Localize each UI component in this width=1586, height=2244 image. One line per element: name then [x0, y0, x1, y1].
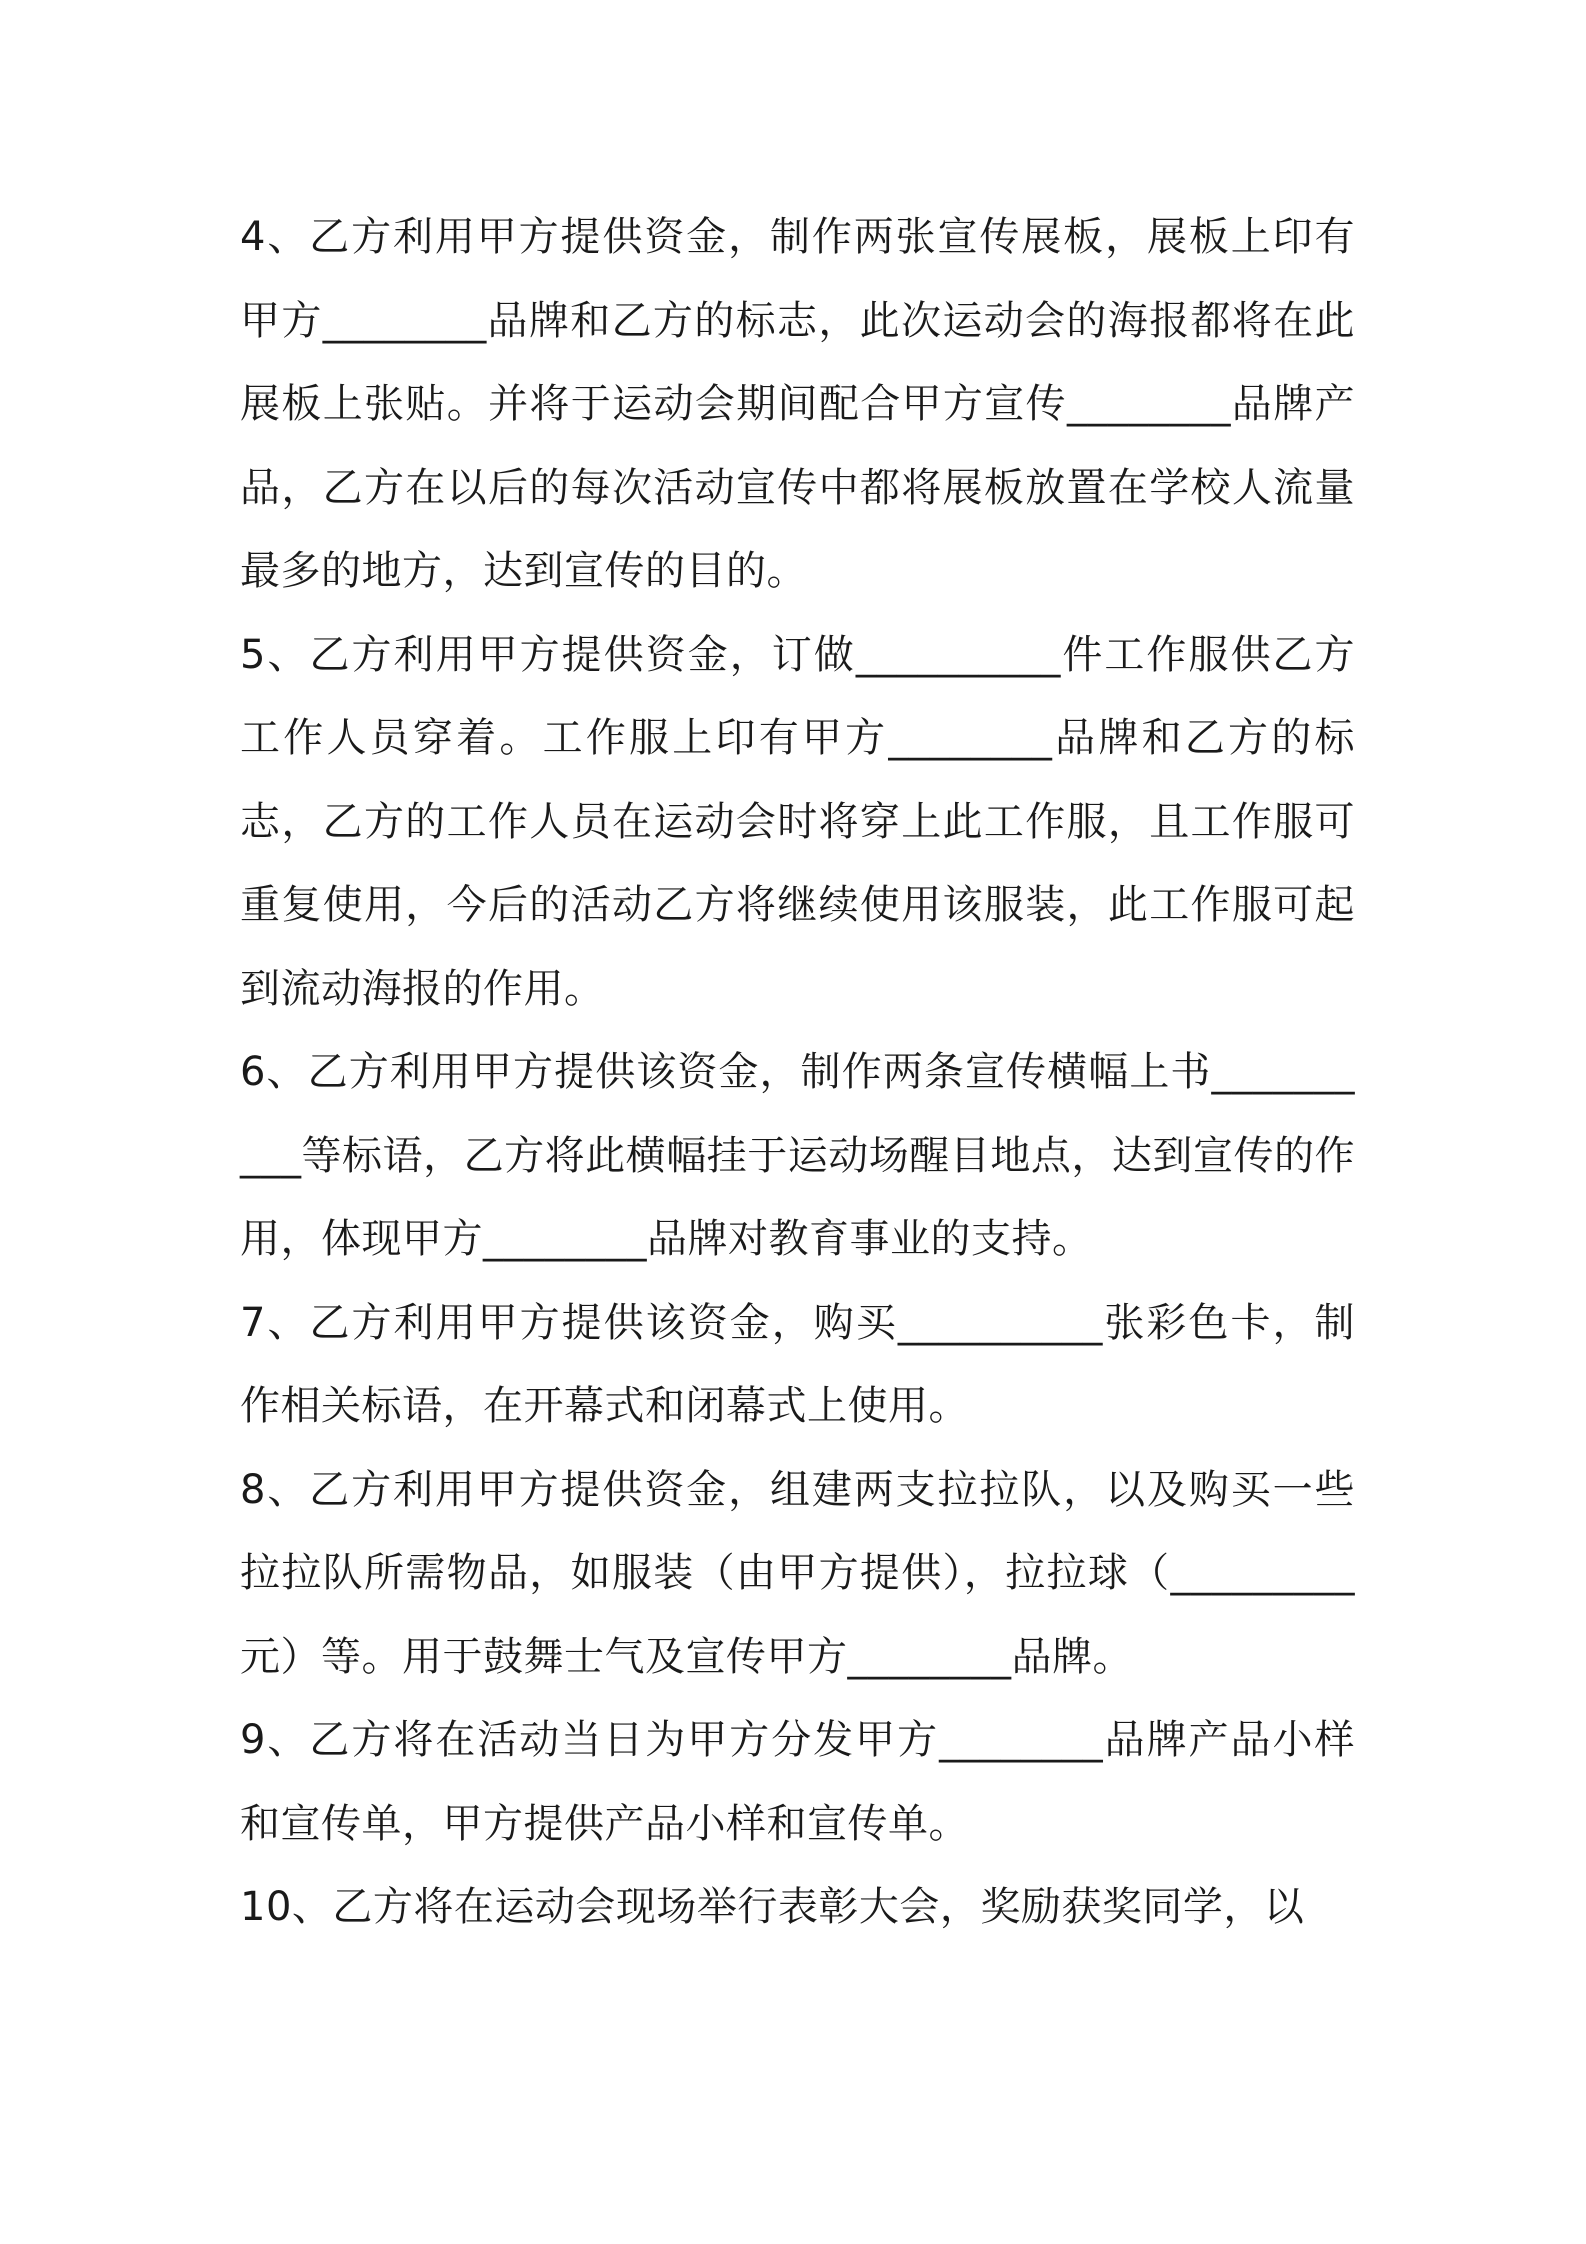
clause-5: 5、乙方利用甲方提供资金，订做__________件工作服供乙方工作人员穿着。工作服上印有甲方________品牌和乙方的标志，乙方的工作人员在运动会时将穿上此工作服，且工作服可重复使用，今后的活动乙方将继续使用该服装，此工作服可起到流动海报的作用。: [240, 631, 1355, 1012]
clause-6: 6、乙方利用甲方提供该资金，制作两条宣传横幅上书__________等标语，乙方将此横幅挂于运动场醒目地点，达到宣传的作用，体现甲方________品牌对教育事业的支持。: [240, 1049, 1355, 1262]
clause-7: 7、乙方利用甲方提供该资金，购买__________张彩色卡，制作相关标语，在开幕式和闭幕式上使用。: [240, 1299, 1355, 1429]
document-body: [240, 196, 1355, 1950]
clause-4: 4、乙方利用甲方提供资金，制作两张宣传展板，展板上印有甲方________品牌和乙方的标志，此次运动会的海报都将在此展板上张贴。并将于运动会期间配合甲方宣传________品牌产品，乙方在以后的每次活动宣传中都将展板放置在学校人流量最多的地方，达到宣传的目的。: [240, 214, 1355, 594]
clause-8: 8、乙方利用甲方提供资金，组建两支拉拉队，以及购买一些拉拉队所需物品，如服装（由甲方提供），拉拉球（_________元）等。用于鼓舞士气及宣传甲方________品牌。: [240, 1466, 1355, 1680]
clause-10: 10、乙方将在运动会现场举行表彰大会，奖励获奖同学，以: [240, 1884, 1305, 1930]
clause-9: 9、乙方将在活动当日为甲方分发甲方________品牌产品小样和宣传单，甲方提供产品小样和宣传单。: [240, 1717, 1355, 1847]
